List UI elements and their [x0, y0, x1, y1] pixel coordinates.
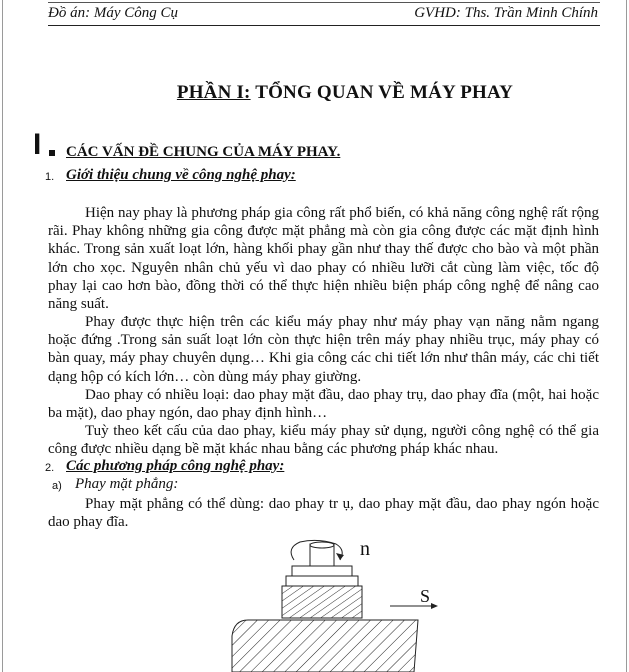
paragraph-4: Tuỳ theo kết cấu của dao phay, kiểu máy phay sử dụng, người công nghệ có thể gia công được nhiều dạng bề mặt khác nhau bằng các phương pháp khác nhau.: [48, 423, 599, 458]
section-title: CÁC VẤN ĐỀ CHUNG CỦA MÁY PHAY.: [66, 144, 341, 160]
part-prefix: PHẦN I:: [176, 82, 251, 103]
sub2-number: 2.: [45, 462, 55, 474]
label-s: S: [420, 586, 431, 606]
sub1-number: 1.: [45, 171, 55, 183]
paragraph-1: Hiện nay phay là phương pháp gia công rất phổ biến, có khả năng công nghệ rất rộng rãi. Phay không những gia công được mặt phẳng mà còn gia công được các mặt định hình khác. Trong sản xuất loạt lớn, hàng khối phay gần như thay thế được cho bào và một phần lớn cho xọc. Nguyên nhân chủ yếu vì dao phay có nhiều lưỡi cắt cùng làm việc, tốc độ phay lại cao hơn bào, đồng thời có thể thực hiện nhiều biện pháp công nghệ để nâng cao năng suất.: [48, 205, 599, 313]
top-rule: [48, 2, 600, 3]
feed-arrow: [390, 603, 438, 609]
workpiece: [232, 620, 418, 672]
section-numeral: I: [33, 128, 42, 161]
header-project: Đồ án: Máy Công Cụ: [48, 5, 178, 21]
suba-label: a): [52, 480, 62, 492]
milling-cutter: [282, 586, 362, 618]
page-header: [48, 5, 600, 26]
sub2-title: Các phương pháp công nghệ phay:: [66, 458, 285, 474]
part-title: [0, 82, 629, 104]
cutter-holder: [292, 566, 352, 576]
sub1-title: Giới thiệu chung về công nghệ phay:: [66, 167, 296, 183]
suba-title: Phay mặt phẳng:: [75, 476, 179, 492]
section-bullet: [49, 150, 55, 156]
paragraph-2: Phay được thực hiện trên các kiểu máy phay như máy phay vạn năng nằm ngang hoặc đứng .Trong sản suất loạt lớn còn thực hiện trên máy phay nhiều trục, máy phay có bàn quay, máy phay chuyên dụng… Khi gia công các chi tiết lớn như thân máy, các chi tiết dạng hộp có kích lớn… còn dùng máy phay giường.: [48, 314, 599, 385]
part-name: TỔNG QUAN VỀ MÁY PHAY: [255, 82, 514, 103]
label-n: n: [360, 538, 370, 560]
paragraph-3: Dao phay có nhiều loại: dao phay mặt đầu, dao phay trụ, dao phay đĩa (một, hai hoặc ba mặt), dao phay ngón, dao phay định hình…: [48, 387, 599, 422]
face-milling-figure: [228, 536, 468, 672]
paragraph-a: Phay mặt phẳng có thể dùng: dao phay tr ụ, dao phay mặt đầu, dao phay ngón hoặc dao phay đĩa.: [48, 496, 599, 531]
header-supervisor: GVHD: Ths. Trần Minh Chính: [414, 5, 598, 21]
